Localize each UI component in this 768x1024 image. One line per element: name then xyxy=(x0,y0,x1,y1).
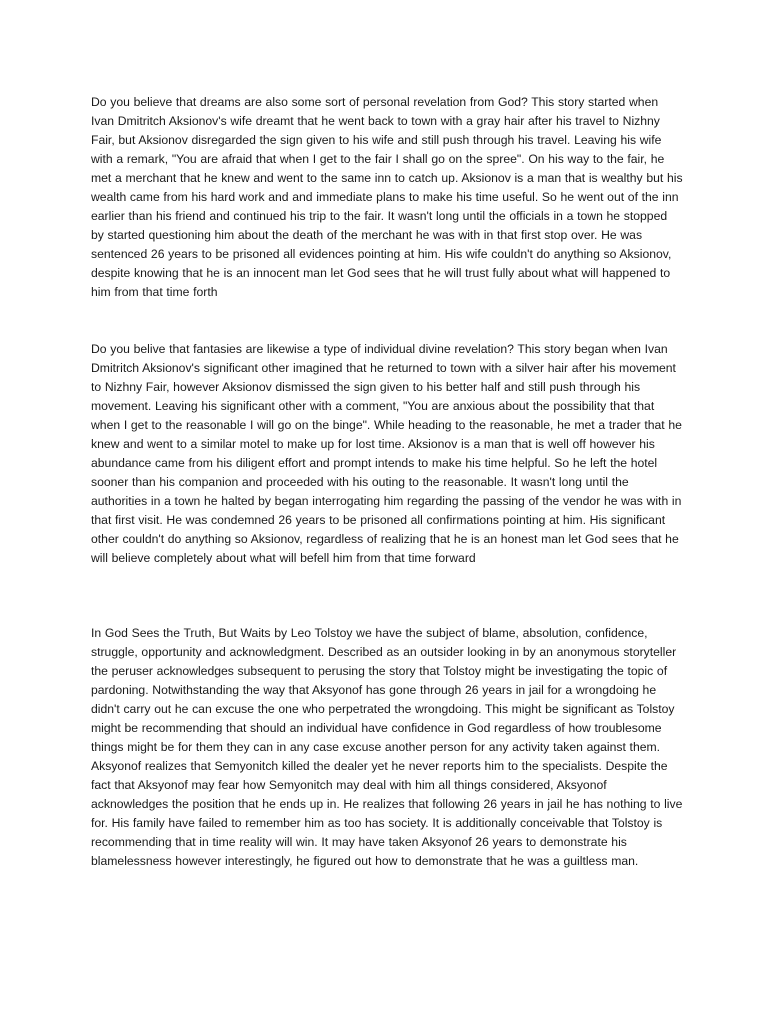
paragraph-3: In God Sees the Truth, But Waits by Leo Tolstoy we have the subject of blame, absolution, confidence, struggle, opportunity and acknowledgment. Described as an outsider looking in by an anonymous storyteller the peruser acknowledges subsequent to perusing the story that Tolstoy might be investigating the topic of pardoning. Notwithstanding the way that Aksyonof has gone through 26 years in jail for a wrongdoing he didn't carry out he can excuse the one who perpetrated the wrongdoing. This might be significant as Tolstoy might be recommending that should an individual have confidence in God regardless of how troublesome things might be for them they can in any case excuse another person for any activity taken against them. Aksyonof realizes that Semyonitch killed the dealer yet he never reports him to the specialists. Despite the fact that Aksyonof may fear how Semyonitch may deal with him all things considered, Aksyonof acknowledges the position that he ends up in. He realizes that following 26 years in jail he has nothing to live for. His family have failed to remember him as too has society. It is additionally conceivable that Tolstoy is recommending that in time reality will win. It may have taken Aksyonof 26 years to demonstrate his blamelessness however interestingly, he figured out how to demonstrate that he was a guiltless man. xyxy=(91,626,683,868)
paragraph-2: Do you belive that fantasies are likewise a type of individual divine revelation? This story began when Ivan Dmitritch Aksionov's significant other imagined that he returned to town with a silver hair after his movement to Nizhny Fair, however Aksionov dismissed the sign given to his better half and still push through his movement. Leaving his significant other with a comment, "You are anxious about the possibility that that when I get to the reasonable I will go on the binge". While heading to the reasonable, he met a trader that he knew and went to a similar motel to make up for lost time. Aksionov is a man that is well off however his abundance came from his diligent effort and prompt intends to make his time helpful. So he left the hotel sooner than his companion and proceeded with his outing to the reasonable. It wasn't long until the authorities in a town he halted by began interrogating him regarding the passing of the vendor he was with in that first visit. He was condemned 26 years to be prisoned all confirmations pointing at him. His significant other couldn't do anything so Aksionov, regardless of realizing that he is an honest man let God sees that he will believe completely about what will befell him from that time forward xyxy=(91,342,682,565)
paragraph-1: Do you believe that dreams are also some sort of personal revelation from God? This story started when Ivan Dmitritch Aksionov's wife dreamt that he went back to town with a gray hair after his travel to Nizhny Fair, but Aksionov disregarded the sign given to his wife and still push through his travel. Leaving his wife with a remark, "You are afraid that when I get to the fair I shall go on the spree". On his way to the fair, he met a merchant that he knew and went to the same inn to catch up. Aksionov is a man that is wealthy but his wealth came from his hard work and and immediate plans to make his time useful. So he went out of the inn earlier than his friend and continued his trip to the fair. It wasn't long until the officials in a town he stopped by started questioning him about the death of the merchant he was with in that first stop over. He was sentenced 26 years to be prisoned all evidences pointing at him. His wife couldn't do anything so Aksionov, despite knowing that he is an innocent man let God sees that he will trust fully about what will happened to him from that time forth xyxy=(91,95,683,299)
